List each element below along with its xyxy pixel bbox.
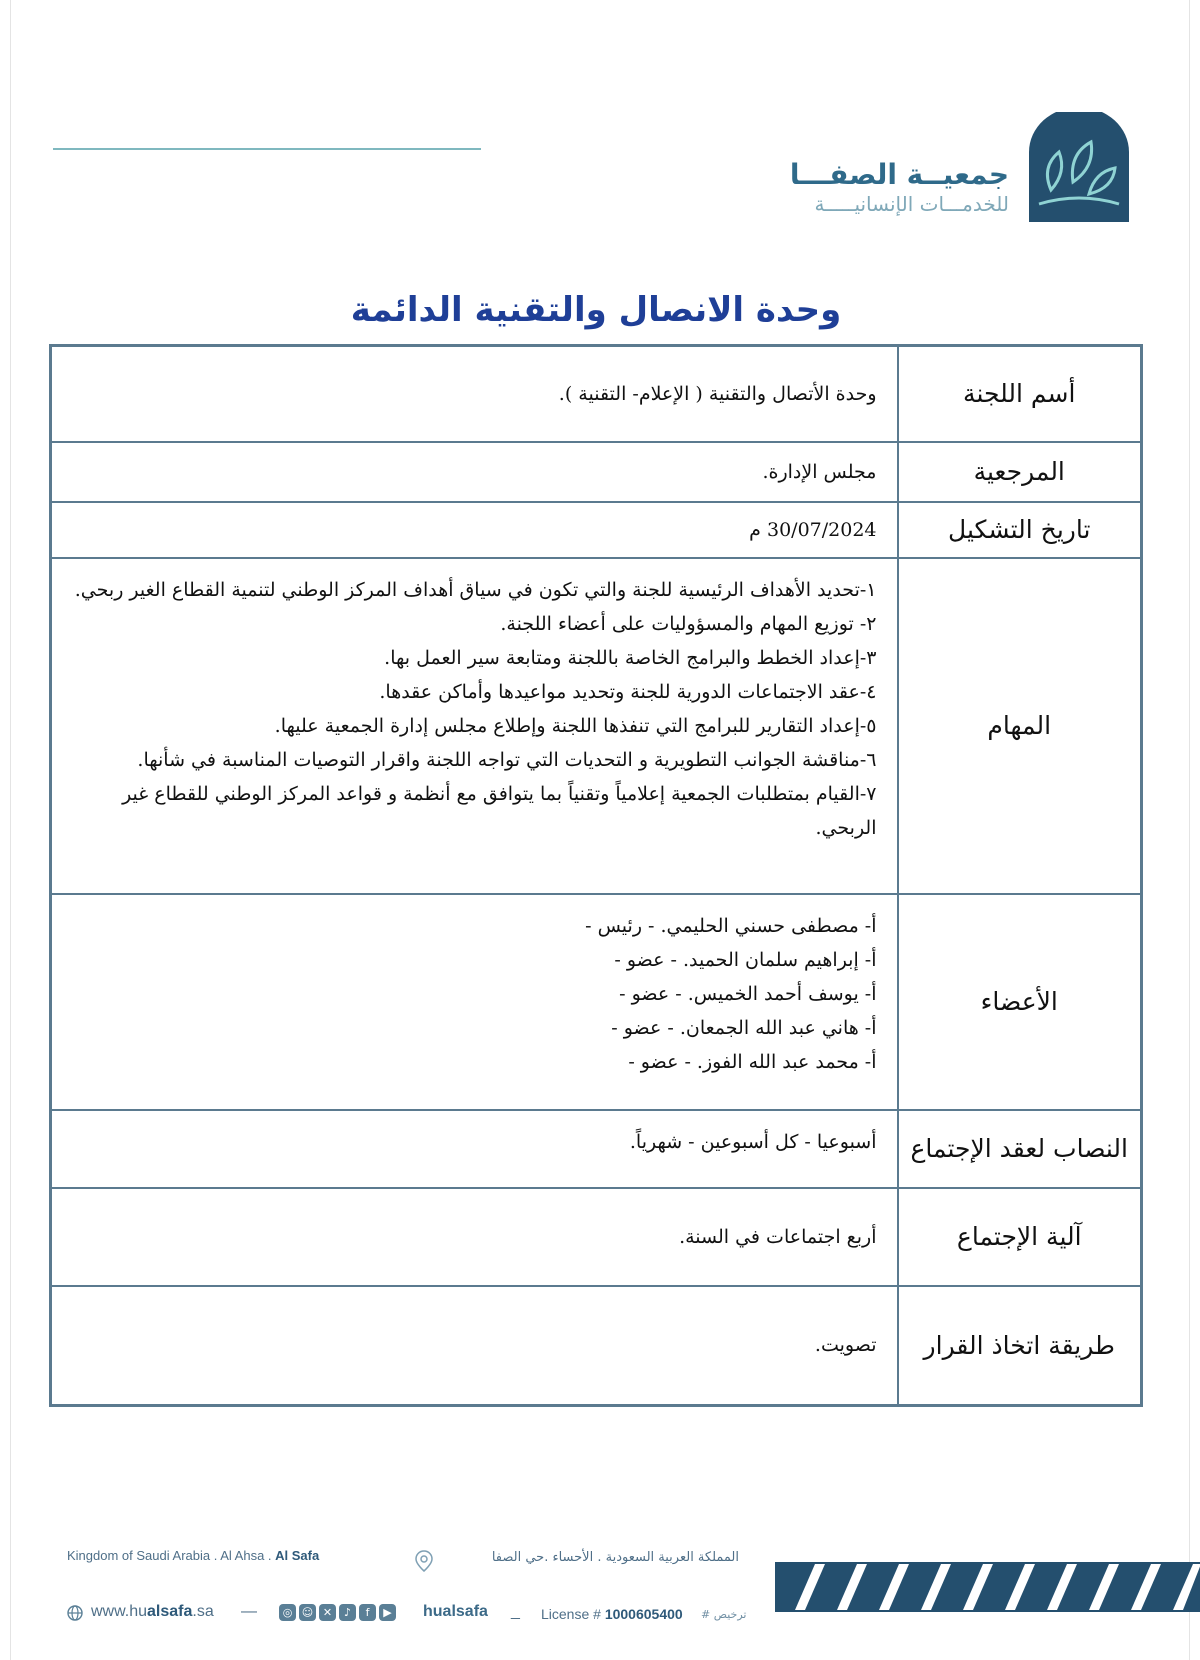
table-row — [51, 1110, 1142, 1188]
value-line: أ- محمد عبد الله الفوز. - عضو - — [628, 1050, 877, 1073]
org-name-block — [790, 160, 1009, 217]
org-subtitle: للخدمـــات الإنسانيـــــة — [814, 191, 1009, 216]
facebook-icon[interactable]: f — [359, 1604, 376, 1621]
value-line: وحدة الأتصال والتقنية ( الإعلام- التقنية ). — [558, 382, 877, 405]
value-line: ٢- توزيع المهام والمسؤوليات على أعضاء اللجنة. — [500, 612, 877, 635]
license-arabic-label: # ترخيص — [701, 1608, 747, 1621]
value-line: مجلس الإدارة. — [762, 460, 877, 483]
value-line: ٧-القيام بمتطلبات الجمعية إعلامياً وتقنياً بما يتوافق مع أنظمة و قواعد المركز الوطني للقطاع غير الربحي. — [122, 782, 877, 839]
row-value — [51, 894, 898, 1110]
row-label: النصاب لعقد الإجتماع — [898, 1110, 1142, 1188]
social-handle: hualsafa — [423, 1603, 488, 1620]
row-label: طريقة اتخاذ القرار — [898, 1286, 1142, 1406]
table-row — [51, 1188, 1142, 1286]
value-line: ٥-إعداد التقارير للبرامج التي تنفذها اللجنة وإطلاع مجلس إدارة الجمعية عليها. — [274, 714, 877, 737]
value-line: أربع اجتماعات في السنة. — [679, 1225, 877, 1248]
document-page — [10, 0, 1190, 1660]
license-number — [541, 1606, 683, 1622]
row-value — [51, 442, 898, 502]
row-label: آلية الإجتماع — [898, 1188, 1142, 1286]
tiktok-icon[interactable]: ♪ — [339, 1604, 356, 1621]
table-row — [51, 558, 1142, 894]
site-prefix: www.hu — [91, 1603, 148, 1620]
address-en-text: Kingdom of Saudi Arabia . Al Ahsa . — [67, 1548, 276, 1563]
row-value — [51, 1110, 898, 1188]
row-value — [51, 346, 898, 442]
value-line: أ- هاني عبد الله الجمعان. - عضو - — [611, 1016, 877, 1039]
row-value — [51, 502, 898, 558]
x-icon[interactable]: ✕ — [319, 1604, 336, 1621]
table-row — [51, 894, 1142, 1110]
website-link[interactable] — [91, 1603, 214, 1621]
value-line: ١-تحديد الأهداف الرئيسية للجنة والتي تكون في سياق أهداف المركز الوطني لتنمية القطاع الغير ربحي. — [74, 578, 877, 601]
decorative-band — [775, 1562, 1200, 1612]
youtube-icon[interactable]: ▶ — [379, 1604, 396, 1621]
table-row — [51, 442, 1142, 502]
license-prefix: License # — [541, 1606, 605, 1622]
table-row — [51, 346, 1142, 442]
value-line: ٦-مناقشة الجوانب التطويرية و التحديات التي تواجه اللجنة واقرار التوصيات المناسبة في شأنها. — [137, 748, 877, 771]
table-row — [51, 502, 1142, 558]
row-value — [51, 558, 898, 894]
document-title: وحدة الانصال والتقنية الدائمة — [350, 290, 842, 330]
row-label: المهام — [898, 558, 1142, 894]
committee-table — [49, 344, 1143, 1407]
site-suffix: .sa — [192, 1603, 214, 1620]
row-label: المرجعية — [898, 442, 1142, 502]
value-line: 30/07/2024 م — [749, 518, 877, 541]
license-value: 1000605400 — [604, 1606, 683, 1622]
location-pin-icon — [415, 1550, 433, 1572]
value-line: أ- يوسف أحمد الخميس. - عضو - — [619, 982, 877, 1005]
value-line: تصويت. — [814, 1334, 877, 1357]
address-english — [67, 1548, 319, 1563]
value-line: أ- إبراهيم سلمان الحميد. - عضو - — [614, 948, 877, 971]
value-line: أ- مصطفى حسني الحليمي. - رئيس - — [585, 914, 877, 937]
row-label: أسم اللجنة — [898, 346, 1142, 442]
globe-icon — [67, 1605, 83, 1621]
table-row — [51, 1286, 1142, 1406]
site-name: alsafa — [147, 1603, 193, 1620]
row-label: تاريخ التشكيل — [898, 502, 1142, 558]
address-arabic: المملكة العربية السعودية . الأحساء .حي الصفا — [491, 1550, 739, 1565]
header-rule — [53, 148, 481, 150]
value-line: أسبوعيا - كل أسبوعين - شهرياً. — [629, 1130, 877, 1153]
row-value — [51, 1286, 898, 1406]
row-label: الأعضاء — [898, 894, 1142, 1110]
address-en-district: Al Safa — [275, 1548, 320, 1563]
separator-dash: — — [241, 1603, 257, 1620]
instagram-icon[interactable]: ◎ — [279, 1604, 296, 1621]
separator-underscore: _ — [511, 1603, 520, 1620]
snapchat-icon[interactable]: ☺ — [299, 1604, 316, 1621]
org-name: جمعيــة الصفـــا — [789, 158, 1009, 191]
social-icons — [279, 1604, 396, 1621]
logo-leaf-icon — [1029, 112, 1129, 222]
row-value — [51, 1188, 898, 1286]
value-line: ٣-إعداد الخطط والبرامج الخاصة باللجنة ومتابعة سير العمل بها. — [384, 646, 877, 669]
value-line: ٤-عقد الاجتماعات الدورية للجنة وتحديد مواعيدها وأماكن عقدها. — [379, 680, 877, 703]
